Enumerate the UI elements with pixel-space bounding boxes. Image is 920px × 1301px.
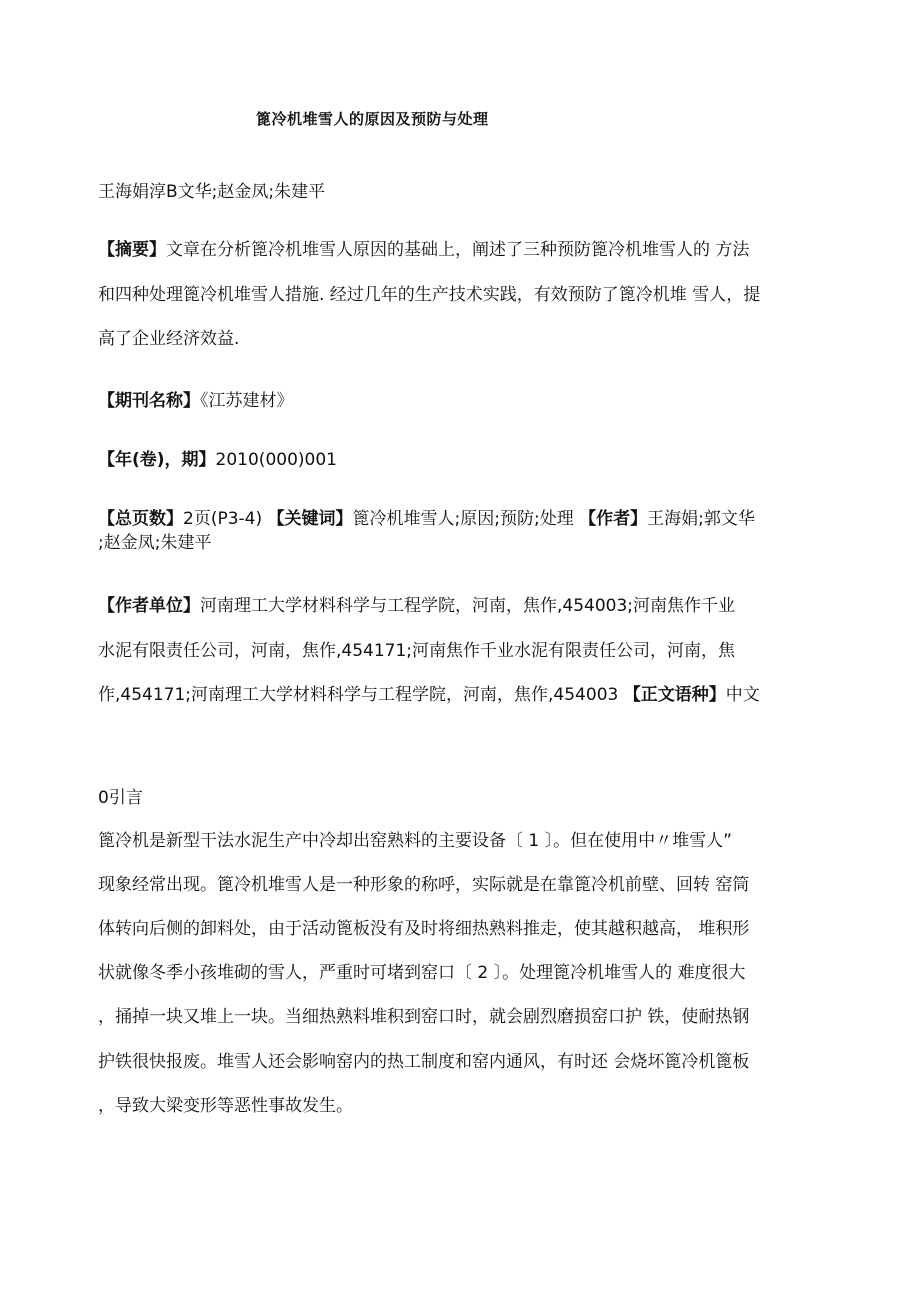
- body-line: ，导致大梁变形等恶性事故发生。: [98, 1096, 353, 1116]
- authors-line: 王海娟淳B文华;赵金凤;朱建平: [98, 182, 326, 202]
- language-label: 【正文语种】: [623, 685, 726, 705]
- affiliation-text-3: 作,454171;河南理工大学材料科学与工程学院，河南，焦作,454003: [98, 685, 624, 705]
- keywords-label: 【关键词】: [267, 509, 353, 529]
- body-line: 护铁很快报废。堆雪人还会影响窑内的热工制度和窑内通风，有时还 会烧坏篦冷机篦板: [98, 1052, 750, 1072]
- affiliation-label: 【作者单位】: [98, 596, 200, 616]
- body-line: 篦冷机是新型干法水泥生产中冷却出窑熟料的主要设备〔 1 〕。但在使用中〃堆雪人”: [98, 831, 732, 851]
- author-continued: ;赵金凤;朱建平: [98, 533, 212, 553]
- journal-value: 《江苏建材》: [200, 391, 294, 411]
- journal-line: [98, 389, 294, 413]
- pages-label: 【总页数】: [98, 509, 183, 529]
- affiliation-text-1: 河南理工大学材料科学与工程学院，河南，焦作,454003;河南焦作千业: [200, 596, 736, 616]
- body-line: 现象经常出现。篦冷机堆雪人是一种形象的称呼，实际就是在靠篦冷机前壁、回转 窑筒: [98, 875, 750, 895]
- journal-label: 【期刊名称】: [98, 391, 200, 411]
- author-value: 王海娟;郭文华: [647, 509, 755, 529]
- language-value: 中文: [725, 685, 760, 705]
- author-label: 【作者】: [579, 509, 648, 529]
- abstract-line-1: [98, 238, 749, 262]
- affiliation-line-3: [98, 683, 760, 707]
- body-line: 体转向后侧的卸料处，由于活动篦板没有及时将细热熟料推走，使其越积越高， 堆积形: [98, 919, 750, 939]
- abstract-line-3: 高了企业经济效益.: [98, 329, 240, 349]
- body-line: ，捅掉一块又堆上一块。当细热熟料堆积到窑口时，就会剧烈磨损窑口护 铁，使耐热钢: [98, 1007, 750, 1027]
- affiliation-line-1: [98, 594, 735, 618]
- year-issue-value: 2010(000)001: [215, 450, 337, 470]
- year-issue-label: 【年(卷)，期】: [98, 450, 216, 470]
- article-title: 篦冷机堆雪人的原因及预防与处理: [256, 110, 489, 128]
- keywords-value: 篦冷机堆雪人;原因;预防;处理: [352, 509, 580, 529]
- abstract-text-1: 文章在分析篦冷机堆雪人原因的基础上，阐述了三种预防篦冷机堆雪人的 方法: [166, 240, 750, 260]
- section-heading: 0引言: [98, 788, 143, 808]
- affiliation-line-2: 水泥有限责任公司，河南，焦作,454171;河南焦作千业水泥有限责任公司，河南，焦: [98, 641, 736, 661]
- pages-value: 2页(P3-4): [183, 509, 268, 529]
- abstract-label: 【摘要】: [98, 240, 166, 260]
- meta-line: [98, 507, 755, 531]
- year-issue-line: [98, 448, 337, 472]
- abstract-line-2: 和四种处理篦冷机堆雪人措施. 经过几年的生产技术实践，有效预防了篦冷机堆 雪人，提: [98, 285, 761, 305]
- body-line: 状就像冬季小孩堆砌的雪人，严重时可堵到窑口〔 2 〕。处理篦冷机堆雪人的 难度很大: [98, 963, 746, 983]
